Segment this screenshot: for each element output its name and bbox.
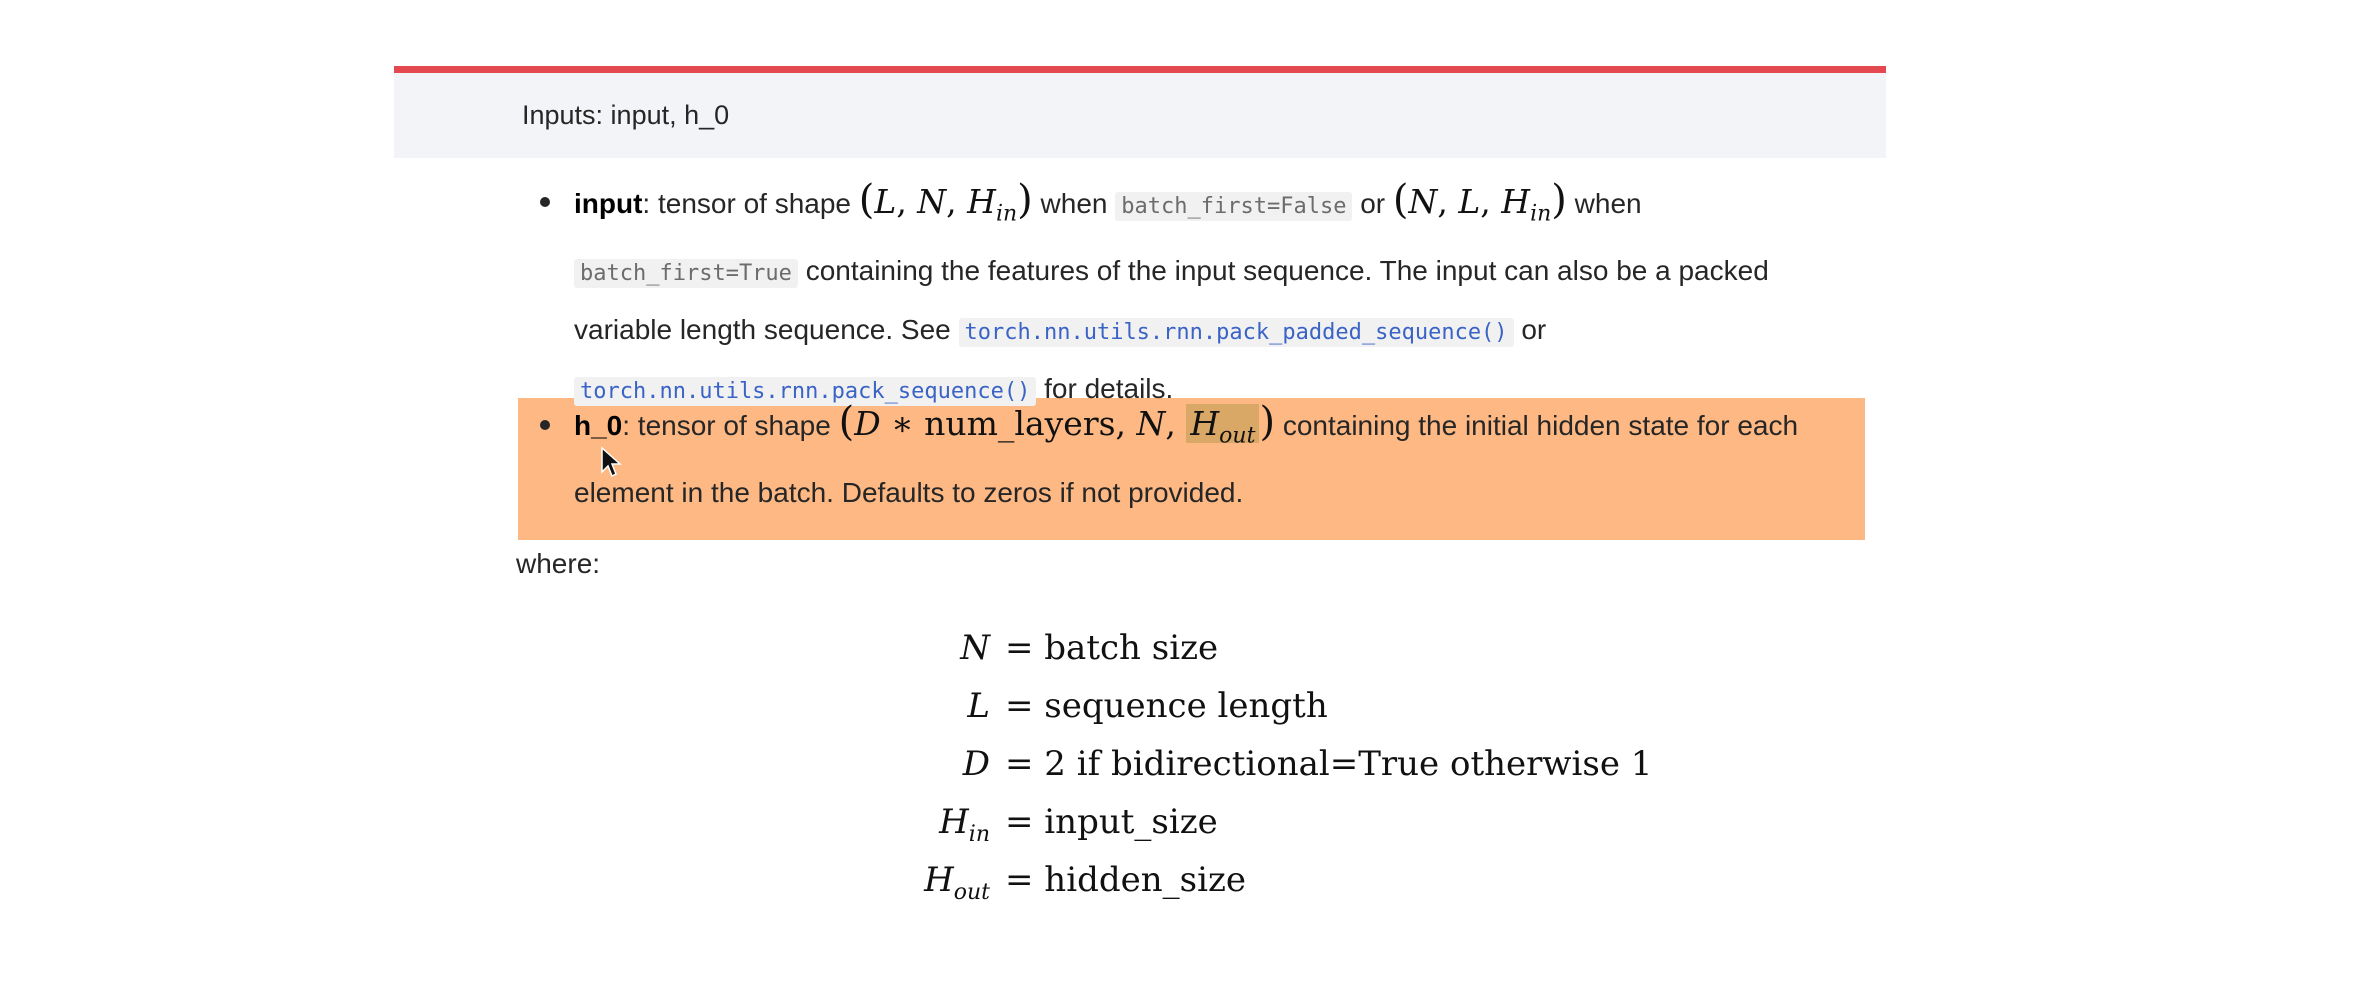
shape-2-math: (N, L, $H_{in}$) — [1392, 177, 1567, 227]
param-input — [574, 172, 1874, 420]
code-batch-first-false: batch_first=False — [1115, 192, 1352, 221]
or-text-2: or — [1521, 313, 1547, 345]
param-input-line2 — [574, 243, 1874, 302]
param-h0-line2 — [574, 465, 1874, 521]
equation-row — [780, 802, 1680, 854]
param-input-line3 — [574, 302, 1874, 361]
or-text: or — [1360, 188, 1386, 219]
equation-rhs: = 2 if bidirectional=True otherwise 1 — [1005, 744, 1653, 784]
where-label: where: — [516, 548, 601, 579]
param-input-name: input — [574, 188, 643, 219]
equation-rhs: = input_size — [1005, 802, 1218, 842]
equation-rhs: = hidden_size — [1005, 860, 1246, 900]
equation-lhs: D — [962, 744, 990, 784]
when-text-2: when — [1574, 188, 1642, 219]
link-pack-sequence[interactable]: torch.nn.utils.rnn.pack_sequence() — [574, 377, 1036, 406]
equation-rhs: = batch size — [1005, 628, 1219, 668]
equation-row — [780, 860, 1680, 912]
param-input-desc: containing the features of the input sequence. The input can also be a packed — [805, 254, 1769, 286]
link-pack-padded-sequence[interactable]: torch.nn.utils.rnn.pack_padded_sequence() — [959, 318, 1514, 347]
param-input-text: : tensor of shape — [642, 188, 851, 219]
code-batch-first-true: batch_first=True — [574, 259, 798, 288]
equation-lhs: $H_{in}$ — [939, 802, 990, 847]
inputs-header — [394, 73, 1886, 158]
see-text: variable length sequence. See — [574, 313, 951, 345]
shape-1-math: (L, N, $H_{in}$) — [858, 177, 1033, 227]
when-text: when — [1040, 188, 1108, 219]
equation-rhs: = sequence length — [1005, 686, 1328, 726]
section-top-rule — [394, 66, 1886, 73]
equation-lhs: N — [960, 628, 990, 668]
h-out-highlight: $H_{out}$ — [1186, 404, 1259, 443]
equation-row — [780, 744, 1680, 796]
param-h0-text: : tensor of shape — [622, 410, 831, 441]
h0-shape-math: (D ∗ num_layers, N, $H_{out}$ ) — [838, 399, 1276, 449]
param-h0-name: h_0 — [574, 410, 623, 441]
equation-lhs: L — [967, 686, 990, 726]
equation-row — [780, 686, 1680, 738]
param-h0-desc: containing the initial hidden state for each — [1282, 410, 1799, 441]
param-h0 — [574, 394, 1874, 521]
bullet-input — [540, 197, 550, 207]
param-h0-desc-2: element in the batch. Defaults to zeros if not provided. — [574, 476, 1244, 508]
inputs-header-title: Inputs: input, h_0 — [522, 100, 730, 130]
param-input-line1 — [574, 172, 1874, 243]
param-h0-line1 — [574, 394, 1874, 465]
equation-lhs: $H_{out}$ — [924, 860, 990, 905]
equation-row — [780, 628, 1680, 680]
bullet-h0 — [540, 420, 550, 430]
inputs-section — [394, 66, 1886, 158]
mouse-cursor-icon — [600, 446, 622, 478]
for-details-text: for details. — [1044, 372, 1174, 404]
